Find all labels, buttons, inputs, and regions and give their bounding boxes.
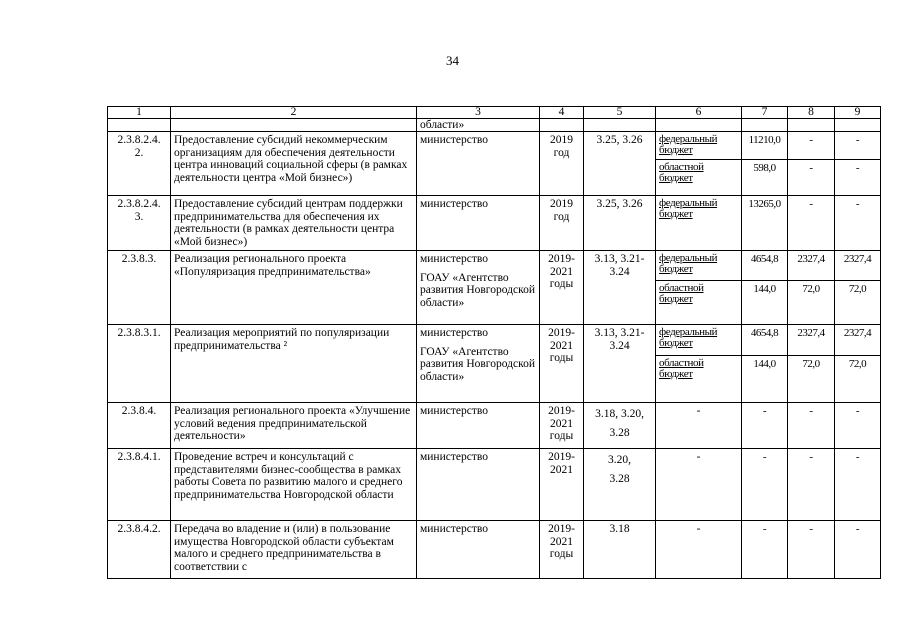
table-row xyxy=(108,325,881,356)
executor-ministry: министерство xyxy=(420,198,488,210)
funding-source: федеральный бюджет xyxy=(656,196,742,251)
activity-name: Предоставление субсидий центрам поддержки предпринимательства для обеспечения их деятельности (в рамках деятельности центра «Мой бизнес») xyxy=(171,196,417,251)
target-indicators: 3.25, 3.26 xyxy=(584,196,656,251)
table-row xyxy=(108,449,881,521)
cell-empty xyxy=(835,119,881,132)
funding-source: областной бюджет xyxy=(656,160,742,196)
activity-name: Предоставление субсидий некоммерческим организациям для обеспечения деятельности центра инноваций социальной сферы (в рамках деятельности центра «Мой бизнес») xyxy=(171,132,417,196)
cell-empty xyxy=(788,119,835,132)
col-header: 2 xyxy=(171,107,417,119)
funding-source: федеральный бюджет xyxy=(656,132,742,160)
col-header: 4 xyxy=(540,107,584,119)
funding-source: - xyxy=(656,449,742,521)
activity-name: Реализация регионального проекта «Улучшение условий ведения предпринимательской деятельности» xyxy=(171,403,417,449)
continuation-text: области» xyxy=(417,119,540,132)
funding-source: федеральный бюджет xyxy=(656,325,742,356)
col-header: 1 xyxy=(108,107,171,119)
amount-2019: 144,0 xyxy=(742,281,788,325)
activity-code: 2.3.8.3.1. xyxy=(108,325,171,403)
executor-ministry: министерство xyxy=(420,523,488,535)
executor xyxy=(417,196,540,251)
target-indicators: 3.20, 3.28 xyxy=(584,449,656,521)
amount-2019: 13265,0 xyxy=(742,196,788,251)
col-header: 9 xyxy=(835,107,881,119)
activity-name: Реализация регионального проекта «Популяризация предпринимательства» xyxy=(171,251,417,325)
executor-ministry: министерство xyxy=(420,134,488,146)
program-activities-table xyxy=(107,106,881,579)
col-header: 3 xyxy=(417,107,540,119)
amount-2020: - xyxy=(788,196,835,251)
executor-agency: ГОАУ «Агентство развития Новгородской области» xyxy=(420,345,536,383)
cell-empty xyxy=(108,119,171,132)
table-row xyxy=(108,521,881,579)
col-header: 5 xyxy=(584,107,656,119)
amount-2021: 2327,4 xyxy=(835,251,881,281)
executor-ministry: министерство xyxy=(420,327,488,339)
amount-2021: 72,0 xyxy=(835,356,881,403)
target-indicators: 3.13, 3.21- 3.24 xyxy=(584,325,656,403)
implementation-period: 2019- 2021 xyxy=(540,449,584,521)
amount-2021: - xyxy=(835,403,881,449)
amount-2019: 11210,0 xyxy=(742,132,788,160)
executor-ministry: министерство xyxy=(420,253,488,265)
cell-empty xyxy=(584,119,656,132)
executor xyxy=(417,403,540,449)
amount-2020: 72,0 xyxy=(788,356,835,403)
amount-2021: - xyxy=(835,196,881,251)
implementation-period: 2019- 2021 годы xyxy=(540,251,584,325)
cell-empty xyxy=(656,119,742,132)
amount-2020: - xyxy=(788,449,835,521)
funding-source: - xyxy=(656,403,742,449)
activity-name: Реализация мероприятий по популяризации предпринимательства ² xyxy=(171,325,417,403)
amount-2021: - xyxy=(835,449,881,521)
table-row xyxy=(108,132,881,160)
amount-2019: 4654,8 xyxy=(742,251,788,281)
executor xyxy=(417,132,540,196)
activity-code: 2.3.8.4. xyxy=(108,403,171,449)
activity-code: 2.3.8.2.4. 2. xyxy=(108,132,171,196)
amount-2020: 2327,4 xyxy=(788,325,835,356)
col-header: 6 xyxy=(656,107,742,119)
amount-2020: - xyxy=(788,160,835,196)
amount-2020: 72,0 xyxy=(788,281,835,325)
col-header: 7 xyxy=(742,107,788,119)
activity-code: 2.3.8.3. xyxy=(108,251,171,325)
activity-code: 2.3.8.2.4. 3. xyxy=(108,196,171,251)
target-indicators: 3.25, 3.26 xyxy=(584,132,656,196)
amount-2020: 2327,4 xyxy=(788,251,835,281)
table-row xyxy=(108,403,881,449)
implementation-period: 2019- 2021 годы xyxy=(540,403,584,449)
cell-empty xyxy=(540,119,584,132)
implementation-period: 2019 год xyxy=(540,196,584,251)
funding-source: областной бюджет xyxy=(656,356,742,403)
amount-2019: - xyxy=(742,521,788,579)
activity-name: Проведение встреч и консультаций с представителями бизнес-сообщества в рамках работы Совета по развитию малого и среднего предпринимательства Новгородской области xyxy=(171,449,417,521)
funding-source: областной бюджет xyxy=(656,281,742,325)
funding-source: - xyxy=(656,521,742,579)
executor xyxy=(417,251,540,325)
activity-code: 2.3.8.4.2. xyxy=(108,521,171,579)
funding-source: федеральный бюджет xyxy=(656,251,742,281)
implementation-period: 2019 год xyxy=(540,132,584,196)
target-indicators: 3.13, 3.21- 3.24 xyxy=(584,251,656,325)
executor-agency: ГОАУ «Агентство развития Новгородской области» xyxy=(420,271,536,309)
amount-2019: 4654,8 xyxy=(742,325,788,356)
executor-ministry: министерство xyxy=(420,405,488,417)
header-row xyxy=(108,107,881,119)
amount-2021: - xyxy=(835,160,881,196)
amount-2019: - xyxy=(742,403,788,449)
implementation-period: 2019- 2021 годы xyxy=(540,325,584,403)
amount-2019: 598,0 xyxy=(742,160,788,196)
amount-2020: - xyxy=(788,521,835,579)
page-number: 34 xyxy=(446,53,459,68)
target-indicators: 3.18, 3.20, 3.28 xyxy=(584,403,656,449)
executor xyxy=(417,449,540,521)
col-header: 8 xyxy=(788,107,835,119)
executor xyxy=(417,325,540,403)
amount-2020: - xyxy=(788,132,835,160)
cell-empty xyxy=(171,119,417,132)
executor xyxy=(417,521,540,579)
table-row xyxy=(108,196,881,251)
table-row xyxy=(108,251,881,281)
amount-2021: - xyxy=(835,521,881,579)
executor-ministry: министерство xyxy=(420,451,488,463)
amount-2021: 2327,4 xyxy=(835,325,881,356)
amount-2019: - xyxy=(742,449,788,521)
activity-code: 2.3.8.4.1. xyxy=(108,449,171,521)
cell-empty xyxy=(742,119,788,132)
continuation-row xyxy=(108,119,881,132)
activity-name: Передача во владение и (или) в пользование имущества Новгородской области субъектам малого и среднего предпринимательства в соответствии с xyxy=(171,521,417,579)
implementation-period: 2019- 2021 годы xyxy=(540,521,584,579)
amount-2021: - xyxy=(835,132,881,160)
target-indicators: 3.18 xyxy=(584,521,656,579)
amount-2020: - xyxy=(788,403,835,449)
amount-2019: 144,0 xyxy=(742,356,788,403)
amount-2021: 72,0 xyxy=(835,281,881,325)
